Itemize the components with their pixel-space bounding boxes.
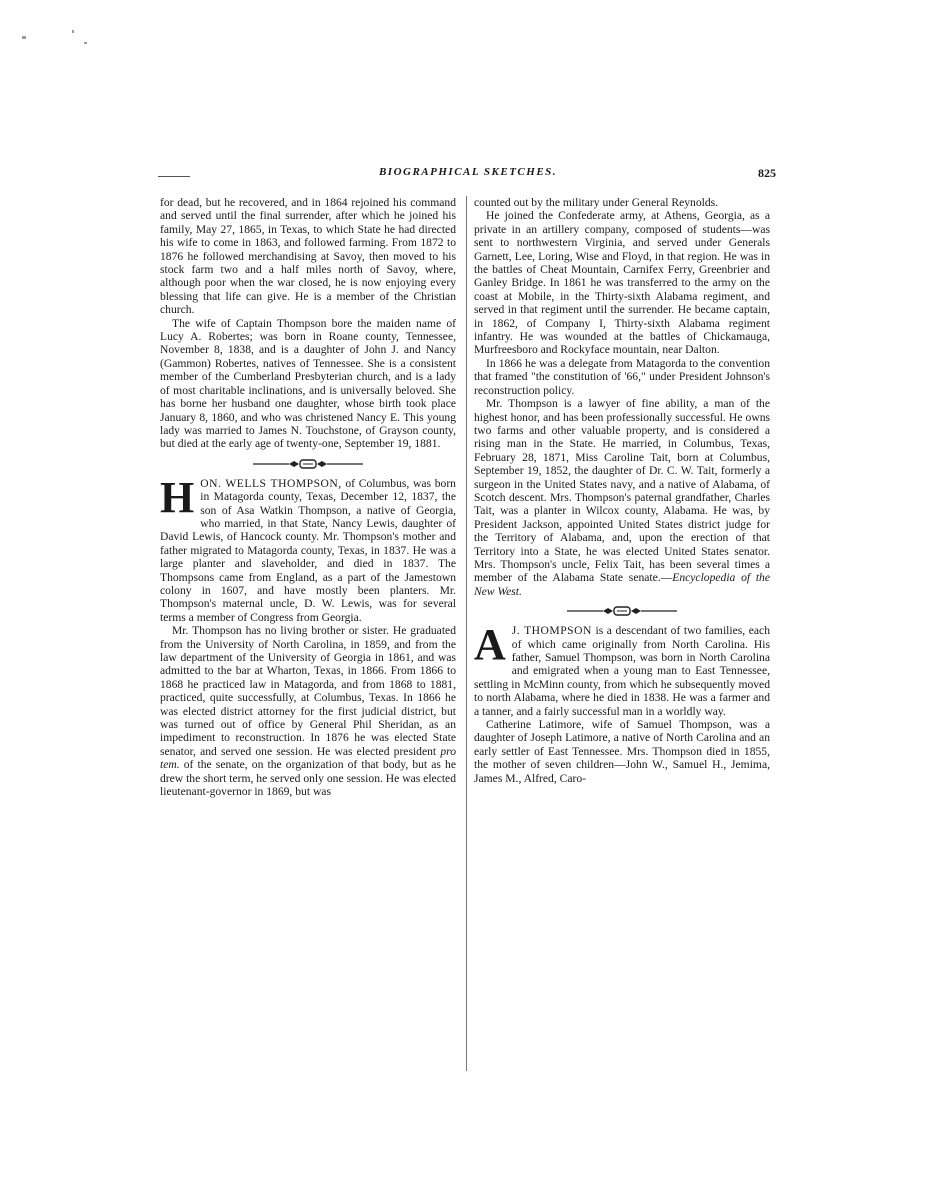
drop-cap-letter: A [474, 620, 506, 670]
paragraph-text: of Columbus, was born in Matagorda county, Texas, December 12, 1837, the son of Asa Watkin Thompson, a native of Georgia, who married, in that State, Nancy Lewis, daughter of David Lewis, of Hancock county. Mr. Thompson's mother and father migrated to Matagorda county, Texas, in 1837. He was a large planter and slaveholder, and died in 1837. The Thompsons came from England, as a part of the Jamestown colony in 1607, and have mostly been planters. Mr. Thompson's maternal uncle, D. W. Lewis, was for several terms a member of Congress from Georgia. [160, 476, 456, 624]
source-citation: Encyclopedia of the New West. [474, 571, 770, 598]
paragraph-wells-thompson [160, 472, 456, 624]
scan-speck [84, 42, 87, 44]
right-column [474, 196, 770, 785]
subject-name: ON. WELLS THOMPSON, [200, 476, 342, 490]
section-ornament [160, 458, 456, 470]
scan-speck [22, 36, 26, 39]
italic-phrase: pro tem. [160, 744, 456, 772]
paragraph: He joined the Confederate army, at Athens, Georgia, as a private in an artillery company, composed of students—was sent to northwestern Virginia, and served under Generals Garnett, Lee, Loring, Wise and Floyd, in that region. He was in the battles of Cheat Mountain, Carnifex Ferry, Greenbrier and Ganley Bridge. In 1861 he was transferred to the army on the coast at Mobile, in the Thirty-sixth Alabama regiment, and served in that regiment until the surrender. He became captain, in 1862, of Company I, Thirty-sixth Alabama regiment infantry. He was wounded at the battles of Chickamauga, Murfreesboro and Rockyface mountain, near Dalton. [474, 209, 770, 357]
paragraph: counted out by the military under General Reynolds. [474, 196, 719, 209]
page-number: 825 [758, 166, 776, 180]
subject-name: J. THOMPSON [511, 624, 592, 638]
running-head [158, 162, 776, 184]
paragraph-text: Mr. Thompson has no living brother or sister. He graduated from the University of North Carolina, in 1859, and from the law department of the University of Georgia in 1861, and was admitted to the bar at Wharton, Texas, in 1866. From 1866 to 1868 he practiced law in Matagorda, and from 1868 to 1881, practiced, quite successfully, at Columbus, Texas. In 1866 he was elected district attorney for the first judicial district, but was turned out of office by General Phil Sheridan, as an impediment to reconstruction. In 1876 he was elected State senator, and served one session. He was elected president [160, 624, 456, 758]
paragraph-text: of the senate, on the organization of that body, but as he drew the short term, he served only one session. He was elected lieutenant-governor in 1869, but was [160, 758, 456, 799]
scan-speck [72, 30, 74, 33]
paragraph-text: is a descendant of two families, each of which came originally from North Carolina. His father, Samuel Thompson, was born in North Carolina and emigrated when a young man to East Tennessee, settling in McMinn county, from which he subsequently moved to north Alabama, where he died in 1838. He was a farmer and a tanner, and a fairly successful man in a worldly way. [474, 624, 770, 718]
paragraph: Catherine Latimore, wife of Samuel Thompson, was a daughter of Joseph Latimore, a native of North Carolina and an early settler of East Tennessee. Mrs. Thompson died in 1855, the mother of seven children—John W., Samuel H., Jemima, James M., Alfred, Caro- [474, 718, 770, 785]
column-divider [466, 196, 467, 1071]
paragraph: The wife of Captain Thompson bore the maiden name of Lucy A. Robertes; was born in Roane county, Tennessee, November 8, 1838, and is a daughter of John J. and Nancy (Gammon) Robertes, natives of Tennessee. She is a consistent member of the Cumberland Presbyterian church, and is a lady of most charitable inclinations, and is universally beloved. She has borne her husband one daughter, whose birth took place January 8, 1860, and who was christened Nancy E. This young lady was married to James N. Touchstone, of Grayson county, but died at the early age of twenty-one, September 19, 1881. [160, 316, 456, 451]
paragraph-text: Mr. Thompson is a lawyer of fine ability, a man of the highest honor, and has been professionally successful. He owns two farms and other valuable property, and is considered a rising man in the State. He married, in Columbus, Texas, February 28, 1871, Miss Caroline Tait, born at Columbus, September 19, 1852, the daughter of Dr. C. W. Tait, formerly a surgeon in the United States navy, and a native of Alabama, of Scotch descent. Mrs. Thompson's paternal grandfather, Charles Tait, was a planter in Wilcox county, Alabama. He was, by President Jackson, appointed United States district judge for the Territory of Alabama, and, upon the erection of that Territory into a State, he was elected United States senator. Mrs. Thompson's uncle, Felix Tait, has been several times a member of the Alabama State senate.— [474, 397, 770, 585]
header-dash [158, 176, 190, 177]
paragraph: In 1866 he was a delegate from Matagorda to the convention that framed "the constitution of '66," under President Johnson's reconstruction policy. [474, 356, 770, 397]
section-ornament [474, 605, 770, 617]
drop-cap-letter: H [160, 472, 195, 522]
left-column [160, 196, 456, 798]
page-header-title: BIOGRAPHICAL SKETCHES. [378, 166, 558, 178]
paragraph-aj-thompson [474, 620, 770, 718]
paragraph: for dead, but he recovered, and in 1864 rejoined his command and served until the final surrender, after which he joined his family, May 27, 1865, in Texas, to which State he had directed his wife to come in 1863, and followed farming. From 1872 to 1876 he followed merchandising at Savoy, then moved to his stock farm two and a half miles north of Savoy, where, although poor when the war closed, he is now enjoying every blessing that life can give. He is a member of the Christian church. [160, 196, 456, 317]
paragraph [474, 397, 770, 598]
paragraph [160, 624, 456, 798]
